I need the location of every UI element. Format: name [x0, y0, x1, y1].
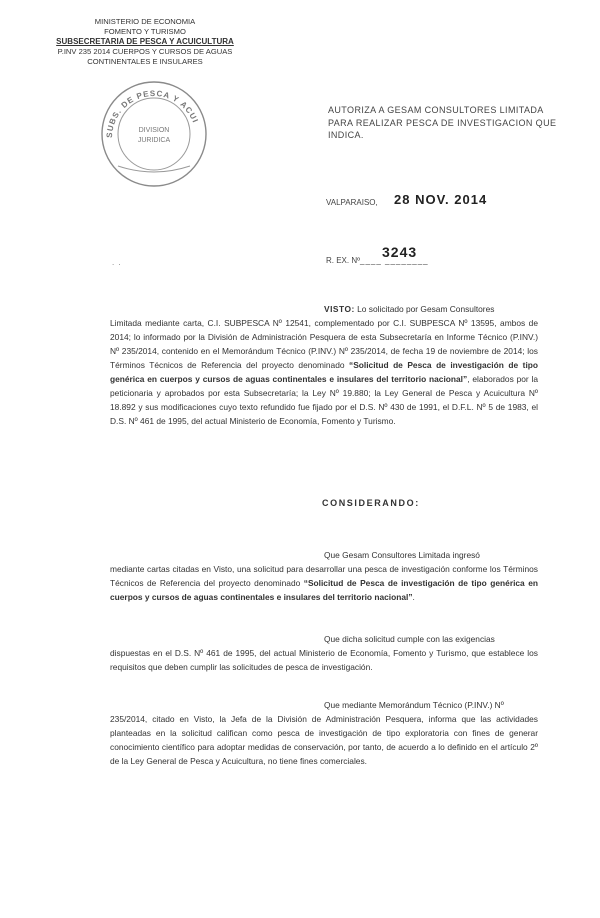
resolution-label: R. EX. Nº — [326, 256, 361, 265]
paragraph-body: mediante cartas citadas en Visto, una solicitud para desarrollar una pesca de investigación conforme los Términos Técnicos de Referencia del proyecto denominado — [110, 564, 538, 588]
visto-body-b: , elaborados por la peticionaria y aprobados por esta Subsecretaría; la Ley Nº 19.880; la Ley General de Pesca y Acuicultura Nº 18.892 y sus modificaciones cuyo texto refundido fue fijado por el D.S. Nº 430 de 1991, el D.F.L. Nº 5 de 1983, el D.S. Nº 461 de 1995, del actual Ministerio de Economía, Fomento y Turismo. — [110, 374, 539, 426]
resolution-dashes: ____ ________ — [360, 256, 429, 265]
resolution-number-line — [326, 244, 526, 266]
subject-line: PARA REALIZAR PESCA DE INVESTIGACION QUE — [328, 117, 557, 128]
visto-first-line: Lo solicitado por Gesam Consultores — [357, 304, 495, 314]
resolution-number: 3243 — [382, 244, 418, 260]
paragraph-body: 235/2014, citado en Visto, la Jefa de la División de Administración Pesquera, informa que las actividades planteadas en la solicitud califican como pesca de investigación de tipo exploratoria con fines de generar conocimiento científico para adoptar medidas de conservación, por tanto, de acuerdo a lo definido en el artículo 2º de la Ley General de Pesca y Acuicultura, no tiene fines comerciales. — [110, 714, 538, 766]
subject-line: INDICA. — [328, 130, 364, 140]
seal-center-line1: DIVISION — [138, 127, 170, 134]
visto-project-title: “Solicitud de Pesca de investigación de tipo genérica en cuerpos y cursos de aguas continentales e insulares del territorio nacional” — [110, 360, 538, 384]
visto-label: VISTO: — [324, 304, 355, 314]
letterhead — [50, 17, 240, 67]
scan-mark: . . — [112, 258, 122, 267]
considerando-paragraph-2 — [110, 632, 538, 674]
seal-outer-text: SUBS. DE PESCA Y ACUI — [104, 88, 201, 139]
paragraph-end: . — [412, 592, 415, 602]
letterhead-ministry: MINISTERIO DE ECONOMIA — [94, 17, 196, 26]
paragraph-body: dispuestas en el D.S. Nº 461 de 1995, del actual Ministerio de Economía, Fomento y Turismo, que establece los requisitos que deben cumplir las solicitudes de pesca de investigación. — [110, 648, 538, 672]
paragraph-first-line: Que mediante Memorándum Técnico (P.INV.) Nº — [324, 700, 504, 710]
considerando-paragraph-1 — [110, 548, 538, 604]
letterhead-reference: P.INV 235 2014 CUERPOS Y CURSOS DE AGUAS — [57, 47, 233, 56]
subject-line: AUTORIZA A GESAM CONSULTORES LIMITADA — [328, 105, 544, 115]
date-stamp: 28 NOV. 2014 — [394, 192, 488, 207]
official-seal-icon — [98, 78, 210, 190]
visto-section — [110, 302, 538, 428]
considerando-heading: CONSIDERANDO: — [322, 498, 420, 508]
paragraph-first-line: Que dicha solicitud cumple con las exigencias — [324, 634, 495, 644]
letterhead-ministry-sub: FOMENTO Y TURISMO — [104, 27, 186, 36]
visto-body-a: Limitada mediante carta, C.I. SUBPESCA Nº 12541, complementado por C.I. SUBPESCA Nº 13595, ambos de 2014; lo informado por la División de Administración Pesquera de esta Subsecretaría en Informe Técnico (P.INV.) Nº 235/2014, contenido en el Memorándum Técnico (P.INV.) Nº 235/2014, de fecha 19 de noviembre de 2014; los Términos Técnicos de Referencia del proyecto denominado — [110, 318, 538, 370]
letterhead-reference-sub: CONTINENTALES E INSULARES — [87, 57, 203, 66]
letterhead-subsecretaria: SUBSECRETARIA DE PESCA Y ACUICULTURA — [56, 37, 234, 46]
considerando-paragraph-3 — [110, 698, 538, 768]
paragraph-first-line: Que Gesam Consultores Limitada ingresó — [324, 550, 480, 560]
paragraph-project-title: “Solicitud de Pesca de investigación de tipo genérica en cuerpos y cursos de aguas continentales e insulares del territorio nacional” — [110, 578, 538, 602]
date-place: VALPARAISO, — [326, 198, 378, 207]
date-line — [326, 192, 586, 212]
seal-center-line2: JURIDICA — [137, 137, 171, 144]
resolution-subject — [328, 104, 578, 142]
